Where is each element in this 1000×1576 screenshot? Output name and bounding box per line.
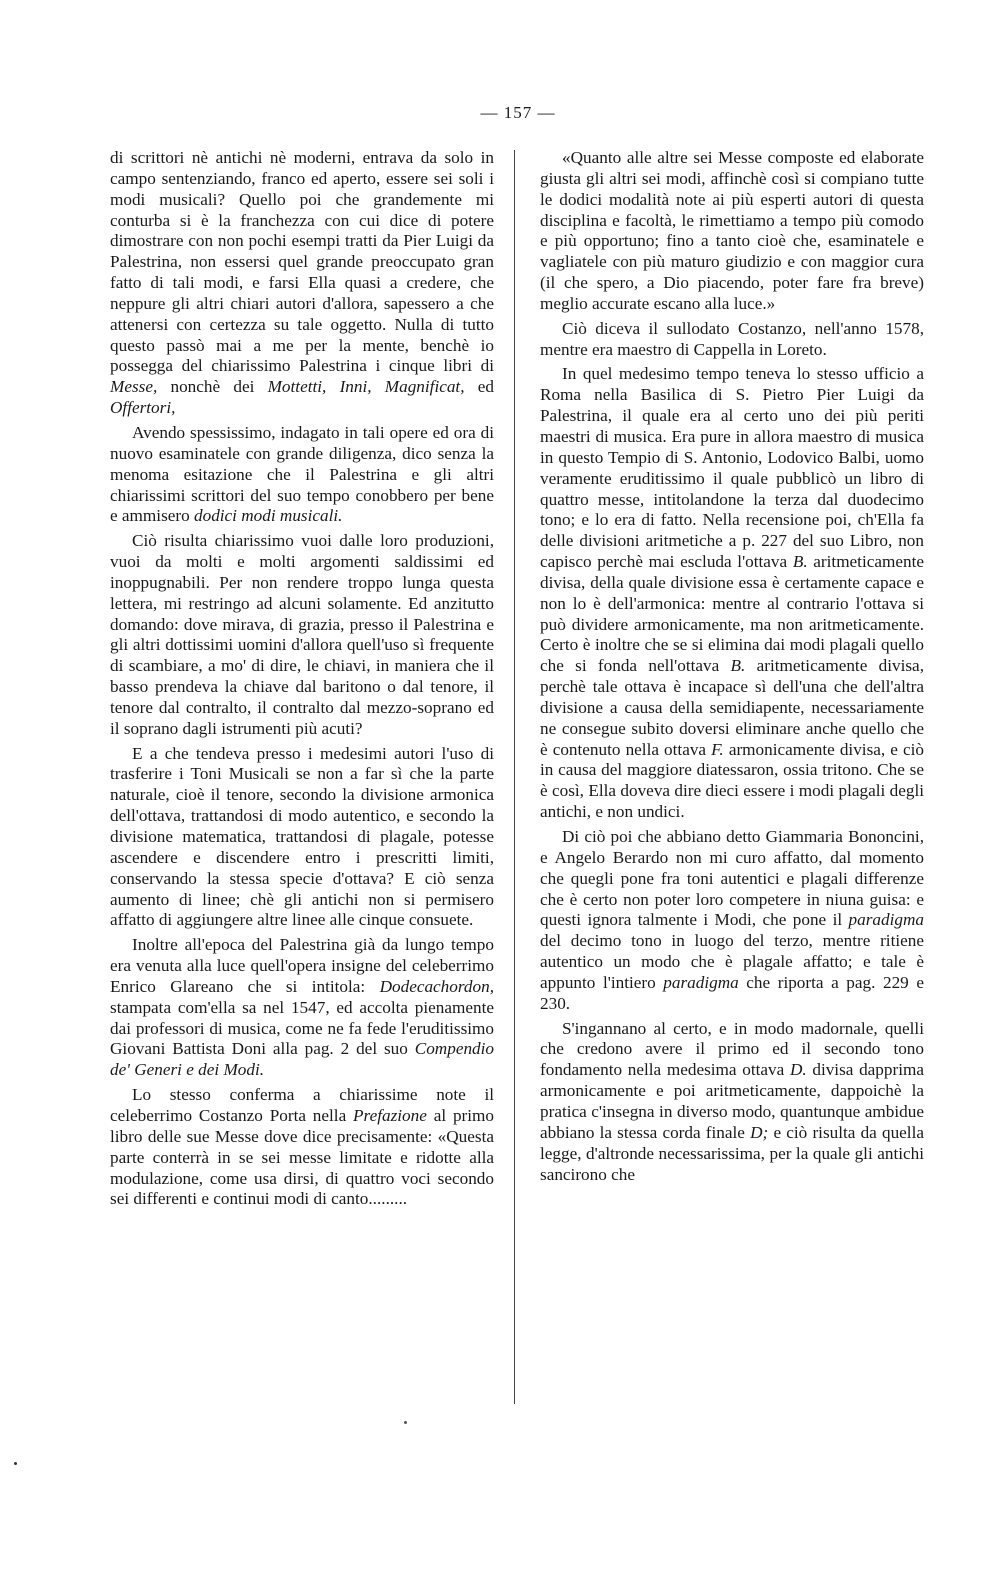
- text-run: In quel medesimo tempo teneva lo stesso ufficio a Roma nella Basilica di S. Pietro Pier Luigi da Palestrina, il quale era al certo uno dei più periti maestri di musica. Era pure in allora maestro di musica in questo Tempio di S. Antonio, Lodovico Balbi, uomo veramente eruditissimo il quale pubblicò un libro di quattro messe, intitolandone la terza dal duodecimo tono; e lo era di fatto. Nella recensione poi, ch'Ella fa delle divisioni aritmetiche a p. 227 del suo Libro, non capisco perchè mai escluda l'ottava: [540, 364, 924, 572]
- italic-phrase: dodici modi musicali.: [194, 506, 343, 526]
- paragraph: [540, 1019, 924, 1186]
- text-run: nonchè dei: [157, 377, 268, 397]
- text-run: armonicamente divisa, e ciò in causa del maggiore diatessaron, ossia tritono. Che se è così, Ella doveva dire dieci essere i modi plagali degli antichi, e non undici.: [540, 739, 924, 822]
- paragraph: Ciò diceva il sullodato Costanzo, nell'anno 1578, mentre era maestro di Cappella in Loreto.: [540, 318, 924, 359]
- italic-letter: D.: [789, 1060, 807, 1080]
- text-run: S'ingannano al certo, e in modo madornale, quelli che credono avere il primo ed il secondo tono fondamento nella medesima ottava: [540, 1018, 924, 1080]
- page-number: — 157 —: [480, 103, 556, 122]
- text-run: e ciò risulta da quella legge, d'altronde necessarissima, per la quale gli antichi sancirono che: [540, 1122, 924, 1184]
- text-run: Avendo spessissimo, indagato in tali opere ed ora di nuovo esaminatele con grande diligenza, dico senza la menoma esitazione che il Palestrina e gli altri chiarissimi scrittori del suo tempo conobbero per bene e ammisero: [110, 422, 494, 526]
- italic-letter: F.: [711, 739, 724, 759]
- italic-letter: D;: [750, 1122, 769, 1142]
- text-run: Lo stesso conferma a chiarissime note il celeberrimo Costanzo Porta nella: [110, 1085, 494, 1125]
- text-run: Di ciò poi che abbiano detto Giammaria Bononcini, e Angelo Berardo non mi curo affatto, dal momento che quegli pone fra toni autentici e plagali differenze che è certo non poter loro competere in niuna guisa: e questi ignora talmente i Modi, che pone il: [540, 827, 924, 930]
- italic-title: Messe,: [110, 377, 158, 397]
- paragraph: [110, 423, 494, 527]
- column-divider: [514, 150, 515, 1404]
- italic-title: Mottetti, Inni, Magnificat,: [267, 377, 465, 397]
- text-run: aritmeticamente divisa, della quale divisione essa è certamente capace e non lo è dell'armonica: mentre al contrario l'ottava si può dividere armonicamente, ma non aritmeticamente. Certo è inoltre che se si elimina dai modi plagali quello che si fonda nell'ottava: [540, 552, 924, 676]
- text-run: aritmeticamente divisa, perchè tale ottava è incapace sì dell'una che dell'altra divisione a causa della semidiapente, necessariamente ne consegue subito doversi eliminare anche quello che è contenuto nella ottava: [540, 656, 924, 759]
- italic-title: Compendio de' Generi e dei Modi.: [110, 1039, 494, 1080]
- text-run: divisa dapprima armonicamente e poi aritmeticamente, dappoichè la pratica c'insegna in diverso modo, quantunque ambidue abbiano la stessa corda finale: [540, 1060, 924, 1142]
- italic-term: paradigma: [663, 972, 739, 992]
- italic-title: Offertori,: [110, 398, 176, 418]
- paragraph: [540, 827, 924, 1015]
- paragraph: Ciò risulta chiarissimo vuoi dalle loro produzioni, vuoi da molti e molti argomenti saldissimi ed inoppugnabili. Per non rendere troppo lunga questa lettera, mi restringo ad alcuni solamente. Ed anzitutto domando: dove mirava, di grazia, presso il Palestrina e gli altri dottissimi uomini d'allora quell'uso sì frequente di scambiare, a mo' di dire, le chiavi, in maniera che il basso prendeva la chiave dal baritono o dal tenore, il tenore dal contralto, il contralto dal mezzo-soprano ed il soprano dagli istrumenti più acuti?: [110, 531, 494, 738]
- text-run: stampata com'ella sa nel 1547, ed accolta pienamente dai professori di musica, come ne fa fede l'eruditissimo Giovani Battista Doni alla pag. 2 del suo: [110, 997, 494, 1059]
- text-run: del decimo tono in luogo del terzo, mentre ritiene autentico un modo che è plagale affatto; e tale è appunto l'intiero: [540, 931, 924, 992]
- italic-letter: B.: [792, 552, 808, 572]
- text-run: di scrittori nè antichi nè moderni, entrava da solo in campo sentenziando, franco ed aperto, essere sei soli i modi musicali? Quello poi che grandemente mi conturba si è la franchezza con cui dice di potere dimostrare con non pochi esempi tratti da Pier Luigi da Palestrina, non essersi quel grande preoccupato gran fatto di tali modi, e farsi Ella quasi a credere, che neppure gli altri chiari autori d'allora, sapessero a che attenersi con certezza su tale oggetto. Nulla di tutto questo passò mai a me per la mente, benchè io possegga del chiarissimo Palestrina i cinque libri di: [110, 148, 494, 376]
- paragraph: E a che tendeva presso i medesimi autori l'uso di trasferire i Toni Musicali se non a far sì che la parte naturale, cioè il tenore, secondo la divisione armonica dell'ottava, trattandosi di modo autentico, e secondo la divisione matematica, trattandosi di plagale, potesse ascendere e discendere entro i prescritti limiti, conservando la stessa specie d'ottava? E ciò senza aumento di linee; chè gli antichi non si permisero affatto di aggiungere altre linee alle cinque consuete.: [110, 743, 494, 930]
- right-column: [540, 148, 924, 1189]
- paragraph: [110, 148, 494, 419]
- text-run: al primo libro delle sue Messe dove dice precisamente: «Questa parte conterrà in se sei messe limitate e ridotte alla modulazione, come usa dirsi, di quattro voci secondo sei differenti e continui modi di canto.........: [110, 1105, 494, 1209]
- paragraph: [110, 935, 494, 1081]
- italic-title: Dodecachordon,: [379, 976, 494, 996]
- italic-letter: B.: [730, 656, 746, 676]
- paragraph: [110, 1085, 494, 1210]
- print-speck: [404, 1421, 407, 1424]
- italic-term: paradigma: [848, 910, 924, 930]
- text-run: Inoltre all'epoca del Palestrina già da lungo tempo era venuta alla luce quell'opera insigne del celeberrimo Enrico Glareano che si intitola:: [110, 935, 494, 996]
- italic-title: Prefazione: [353, 1105, 427, 1125]
- paragraph: [540, 364, 924, 823]
- text-run: che riporta a pag. 229 e 230.: [540, 972, 924, 1013]
- left-column: [110, 148, 494, 1214]
- margin-speck: [14, 1462, 17, 1465]
- paragraph: «Quanto alle altre sei Messe composte ed elaborate giusta gli altri sei modi, affinchè così si compiano tutte le dodici modalità note ai più esperti autori di questa disciplina e facoltà, le rimettiamo a tempo più comodo e più opportuno; fino a tanto cioè che, esaminatele e vagliatele con più maturo giudizio e con maggior cura (il che spero, a Dio piacendo, poter fare fra breve) meglio accurate escano alla luce.»: [540, 148, 924, 313]
- text-run: ed: [464, 377, 494, 397]
